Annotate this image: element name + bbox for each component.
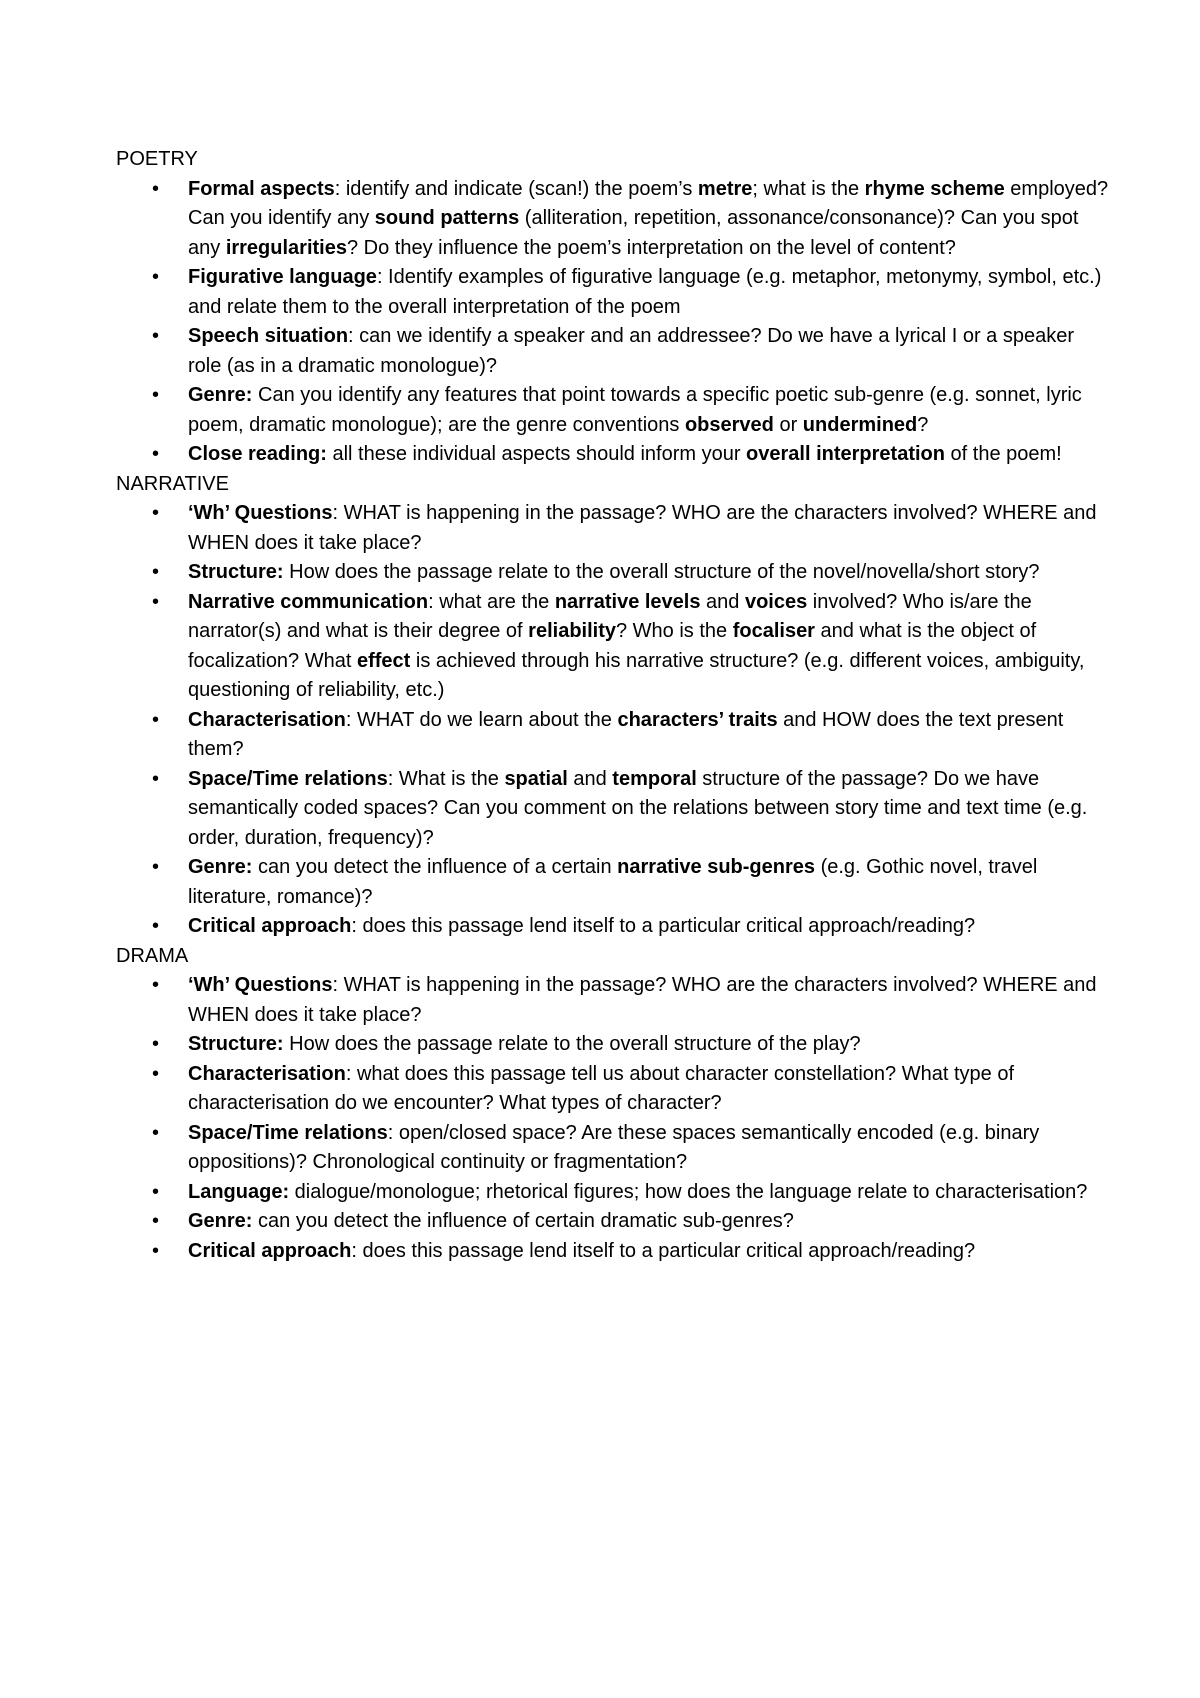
item-text: employed? Can you identify any — [188, 177, 1109, 229]
item-text: : does this passage lend itself to a particular critical approach/reading? — [351, 1239, 976, 1262]
item-label: Characterisation — [188, 1062, 346, 1085]
bullet-icon: • — [152, 856, 160, 878]
item-text: ; what is the — [752, 177, 865, 200]
bullet-icon: • — [152, 502, 160, 524]
item-text: : can we identify a speaker and an addressee? Do we have a lyrical I or a speaker role (as in a dramatic monologue)? — [188, 325, 1074, 377]
list-item — [116, 263, 1110, 322]
emphasized-term: undermined — [802, 413, 918, 436]
bullet-list — [116, 971, 1110, 1266]
bullet-icon: • — [152, 177, 160, 200]
item-text: ? — [917, 413, 929, 436]
item-label: ‘Wh’ Questions — [188, 974, 333, 996]
list-item — [116, 1237, 1110, 1267]
item-text: can you detect the influence of certain dramatic sub-genres? — [252, 1210, 794, 1232]
item-text: ? Do they influence the poem’s interpretation on the level of content? — [346, 236, 956, 259]
item-text: : what does this passage tell us about character constellation? What type of characterisation do we encounter? What types of character? — [188, 1062, 1015, 1114]
list-item — [116, 381, 1110, 440]
item-text: How does the passage relate to the overall structure of the novel/novella/short story? — [283, 561, 1040, 583]
list-item — [116, 1030, 1110, 1060]
item-text: can you detect the influence of a certain — [252, 856, 618, 878]
item-label: Genre: — [188, 856, 253, 878]
item-label: Space/Time relations — [188, 767, 388, 790]
bullet-icon: • — [152, 974, 160, 996]
item-text: involved? Who is/are the narrator(s) and what is their degree of — [188, 590, 1032, 642]
item-label: Formal aspects — [188, 177, 335, 200]
list-item — [116, 765, 1110, 854]
item-label: Structure: — [188, 1033, 284, 1055]
section-heading-drama: DRAMA — [116, 944, 189, 967]
section-heading-narrative: NARRATIVE — [116, 472, 229, 495]
item-label: Structure: — [188, 561, 284, 583]
bullet-icon: • — [152, 325, 160, 347]
bullet-icon: • — [152, 1239, 160, 1262]
item-text: : Identify examples of figurative language (e.g. metaphor, metonymy, symbol, etc.) and relate them to the overall interpretation of the poem — [188, 266, 1102, 318]
item-text: : WHAT do we learn about the — [345, 708, 618, 731]
emphasized-term: voices — [744, 590, 808, 613]
list-item — [116, 1207, 1110, 1237]
emphasized-term: temporal — [612, 767, 697, 790]
item-text: (alliteration, repetition, assonance/consonance)? Can you spot any — [188, 207, 1079, 259]
item-text: (e.g. Gothic novel, travel literature, romance)? — [188, 856, 1038, 908]
bullet-icon: • — [152, 590, 160, 613]
item-text: : open/closed space? Are these spaces semantically encoded (e.g. binary oppositions)? Chronological continuity or fragmentation? — [188, 1121, 1040, 1173]
bullet-icon: • — [152, 1121, 160, 1144]
item-text: : WHAT is happening in the passage? WHO are the characters involved? WHERE and WHEN does it take place? — [188, 502, 1097, 554]
bullet-list — [116, 499, 1110, 942]
list-item — [116, 558, 1110, 588]
bullet-icon: • — [152, 915, 160, 937]
item-label: Critical approach — [188, 1239, 352, 1262]
bullet-icon: • — [152, 1062, 160, 1085]
bullet-icon: • — [152, 561, 160, 583]
bullet-icon: • — [152, 266, 160, 288]
emphasized-term: overall interpretation — [746, 443, 945, 465]
list-item — [116, 588, 1110, 706]
item-text: How does the passage relate to the overall structure of the play? — [283, 1033, 861, 1055]
item-label: ‘Wh’ Questions — [188, 502, 333, 524]
item-text: structure of the passage? Do we have semantically coded spaces? Can you comment on the relations between story time and text time (e.g. order, duration, frequency)? — [188, 767, 1088, 849]
list-item — [116, 322, 1110, 381]
emphasized-term: observed — [684, 413, 774, 436]
list-item — [116, 971, 1110, 1030]
item-text: and — [700, 590, 745, 613]
bullet-list — [116, 175, 1110, 470]
bullet-icon: • — [152, 1210, 160, 1232]
emphasized-term: narrative sub-genres — [617, 856, 816, 878]
list-item — [116, 1060, 1110, 1119]
bullet-icon: • — [152, 443, 160, 465]
list-item — [116, 1119, 1110, 1178]
emphasized-term: reliability — [528, 620, 616, 642]
bullet-icon: • — [152, 384, 160, 406]
bullet-icon: • — [152, 767, 160, 790]
item-text: ? Who is the — [615, 620, 733, 642]
item-text: and — [567, 767, 613, 790]
emphasized-term: rhyme scheme — [864, 177, 1005, 200]
item-text: of the poem! — [944, 443, 1062, 465]
item-text: Can you identify any features that point towards a specific poetic sub-genre (e.g. sonnet, lyric poem, dramatic monologue); are the genre conventions — [188, 384, 1082, 436]
list-item — [116, 175, 1110, 264]
list-item — [116, 499, 1110, 558]
item-text: dialogue/monologue; rhetorical figures; how does the language relate to characterisation? — [289, 1180, 1088, 1203]
item-text: : what are the — [428, 590, 555, 613]
emphasized-term: characters’ traits — [617, 708, 778, 731]
item-text: : does this passage lend itself to a particular critical approach/reading? — [351, 915, 976, 937]
item-text: : identify and indicate (scan!) the poem’s — [334, 177, 698, 200]
item-label: Close reading: — [188, 443, 327, 465]
emphasized-term: effect — [356, 649, 411, 672]
list-item — [116, 1178, 1110, 1208]
emphasized-term: irregularities — [225, 236, 347, 259]
list-item — [116, 706, 1110, 765]
item-text: or — [773, 413, 803, 436]
item-text: all these individual aspects should inform your — [326, 443, 747, 465]
item-text: and what is the object of focalization? What — [188, 620, 1037, 672]
item-label: Narrative communication — [188, 590, 429, 613]
item-label: Critical approach — [188, 915, 352, 937]
bullet-icon: • — [152, 1180, 160, 1203]
section-heading-poetry: POETRY — [116, 148, 198, 170]
list-item — [116, 912, 1110, 942]
item-label: Genre: — [188, 1210, 253, 1232]
emphasized-term: spatial — [504, 767, 568, 790]
document-body — [116, 145, 1110, 1266]
emphasized-term: sound patterns — [374, 207, 520, 229]
item-text: : WHAT is happening in the passage? WHO are the characters involved? WHERE and WHEN does it take place? — [188, 974, 1097, 1026]
item-text: is achieved through his narrative structure? (e.g. different voices, ambiguity, questioning of reliability, etc.) — [188, 649, 1085, 701]
list-item — [116, 440, 1110, 470]
item-label: Characterisation — [188, 708, 346, 731]
item-text: and HOW does the text present them? — [188, 708, 1064, 760]
item-label: Space/Time relations — [188, 1121, 388, 1144]
bullet-icon: • — [152, 1033, 160, 1055]
emphasized-term: narrative levels — [554, 590, 701, 613]
item-label: Language: — [188, 1180, 290, 1203]
emphasized-term: focaliser — [732, 620, 815, 642]
bullet-icon: • — [152, 708, 160, 731]
item-label: Speech situation — [188, 325, 349, 347]
list-item — [116, 853, 1110, 912]
item-label: Figurative language — [188, 266, 377, 288]
item-label: Genre: — [188, 384, 253, 406]
emphasized-term: metre — [697, 177, 753, 200]
item-text: : What is the — [387, 767, 505, 790]
